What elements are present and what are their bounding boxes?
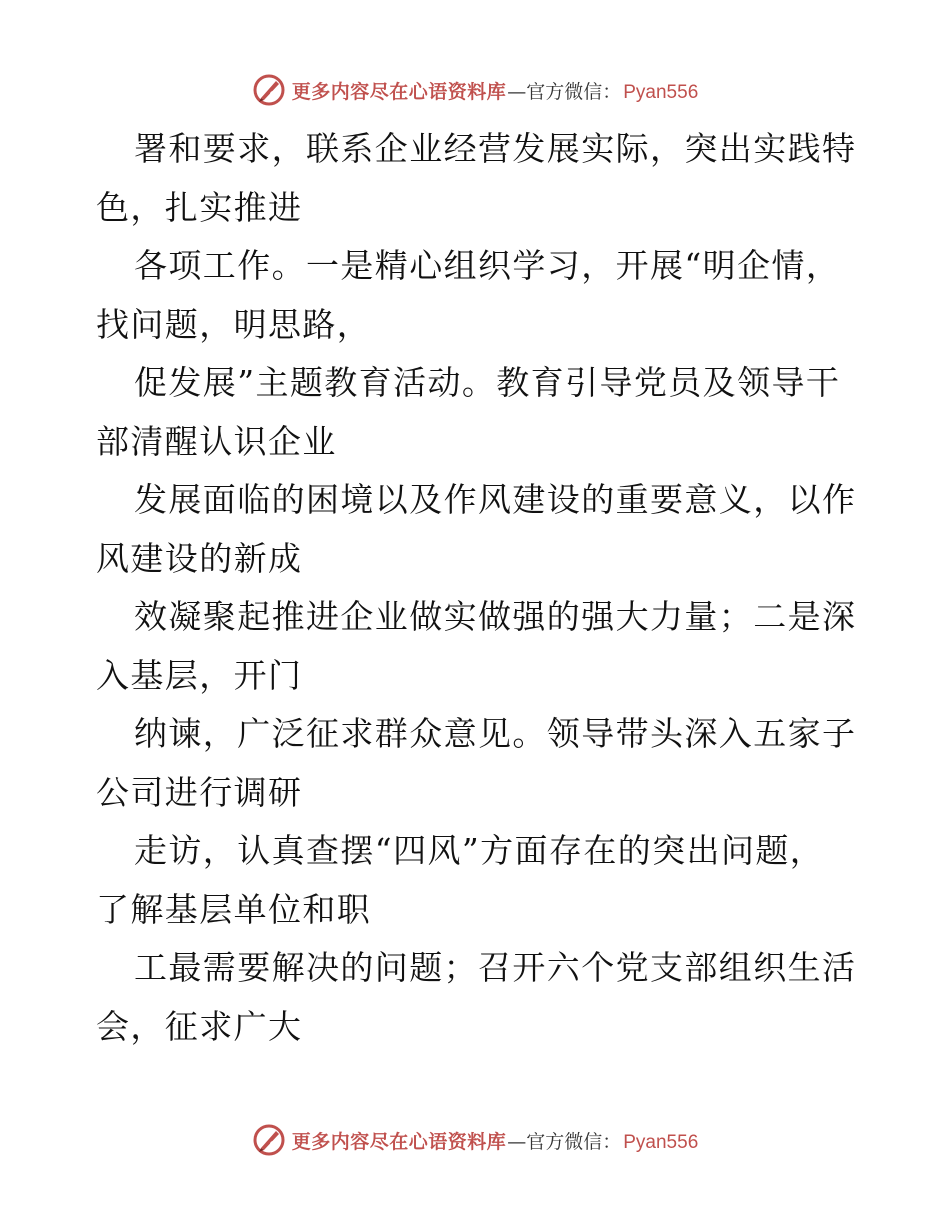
text-line: 工最需要解决的问题；召开六个党支部组织生活: [134, 948, 857, 987]
text-line: 走访，认真查摆“四风”方面存在的突出问题，: [134, 831, 825, 870]
text-line: 各项工作。一是精心组织学习，开展“明企情，: [134, 246, 841, 285]
text-line: 了解基层单位和职: [96, 889, 372, 929]
quill-pen-icon: [252, 73, 286, 107]
footer-watermark-banner: [0, 1120, 950, 1160]
quill-pen-icon: [252, 1123, 286, 1157]
text-line: 入基层，开门: [96, 655, 303, 695]
text-line: 发展面临的困境以及作风建设的重要意义，以作: [134, 480, 857, 519]
text-line: 风建设的新成: [96, 538, 303, 578]
text-line: 纳谏，广泛征求群众意见。领导带头深入五家子: [134, 714, 857, 753]
text-line: 会，征求广大: [96, 1006, 303, 1046]
banner-site-name: 更多内容尽在心语资料库: [291, 80, 507, 103]
banner-wechat-id: Pyan556: [623, 81, 699, 103]
header-watermark-banner: [0, 70, 950, 110]
banner-wechat-label: —官方微信：: [507, 80, 622, 103]
text-line: 部清醒认识企业: [96, 421, 337, 461]
text-line: 署和要求，联系企业经营发展实际，突出实践特: [134, 129, 857, 168]
banner-text: [292, 77, 699, 104]
banner-site-name: 更多内容尽在心语资料库: [291, 1130, 507, 1153]
text-line: 效凝聚起推进企业做实做强的强大力量；二是深: [134, 597, 857, 636]
text-line: 找问题，明思路，: [96, 304, 372, 344]
text-line: 公司进行调研: [96, 772, 303, 812]
text-line: 色，扎实推进: [96, 187, 303, 227]
banner-wechat-label: —官方微信：: [507, 1130, 622, 1153]
banner-text: [292, 1127, 699, 1154]
text-line: 促发展”主题教育活动。教育引导党员及领导干: [134, 363, 841, 402]
banner-wechat-id: Pyan556: [623, 1131, 699, 1153]
document-body: [96, 120, 866, 1056]
